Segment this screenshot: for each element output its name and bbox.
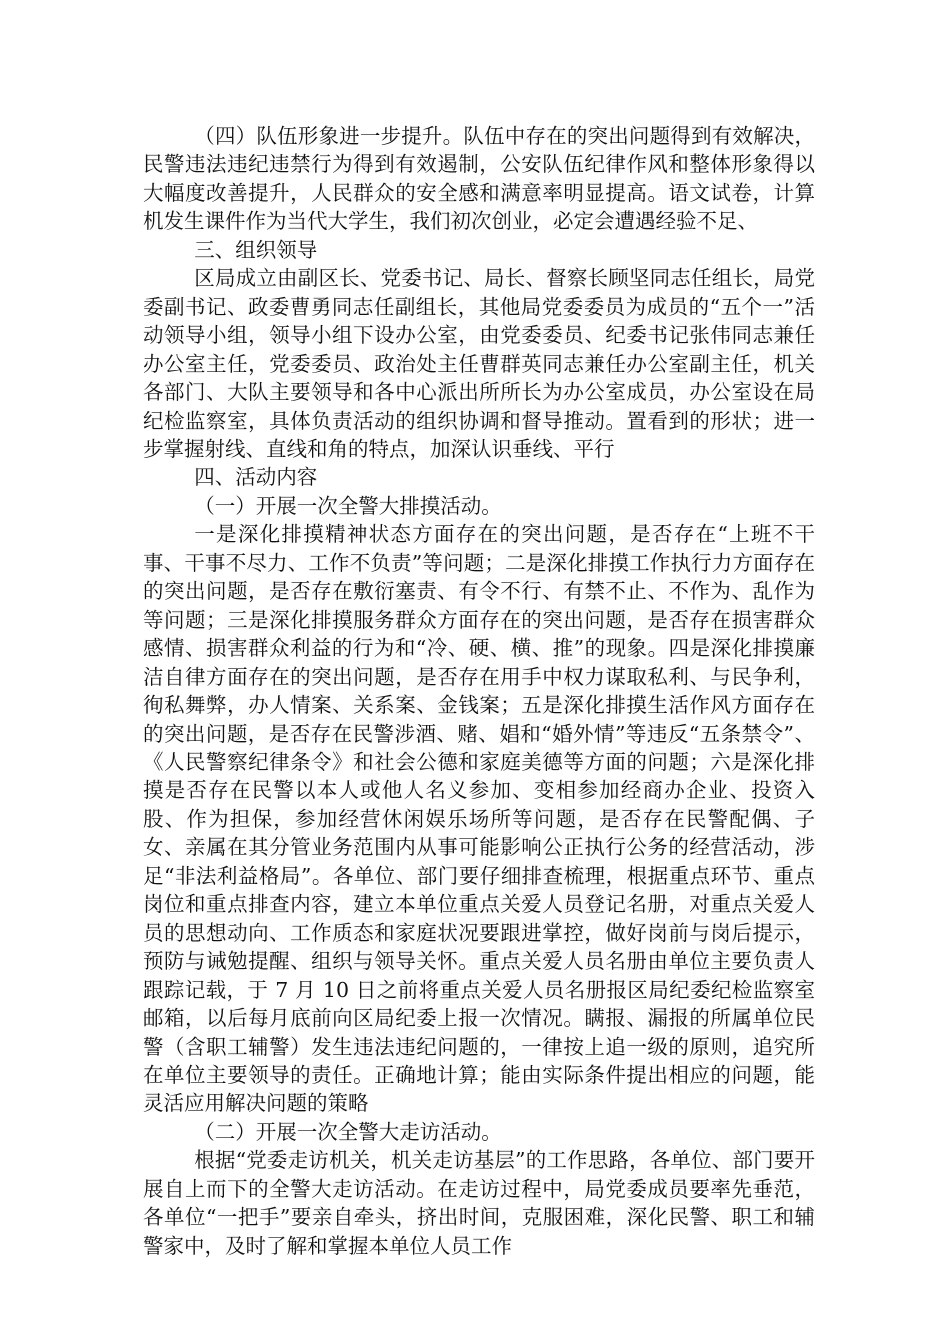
heading-organization-leadership: 三、组织领导	[194, 237, 318, 262]
paragraph-leadership-group: 区局成立由副区长、党委书记、局长、督察长顾坚同志任组长，局党委副书记、政委曹勇同志任副组长，其他局党委委员为成员的“五个一”活动领导小组，领导小组下设办公室，由党委委员、纪委书记张伟同志兼任办公室主任，党委委员、政治处主任曹群英同志兼任办公室副主任，机关各部门、大队主要领导和各中心派出所所长为办公室成员，办公室设在局纪检监察室，具体负责活动的组织协调和督导推动。置看到的形状；进一步掌握射线、直线和角的特点，加深认识垂线、平行	[143, 266, 815, 461]
paragraph-investigation-details: 一是深化排摸精神状态方面存在的突出问题，是否存在“上班不干事、干事不尽力、工作不负责”等问题；二是深化排摸工作执行力方面存在的突出问题，是否存在敷衍塞责、有令不行、有禁不止、不作为、乱作为等问题；三是深化排摸服务群众方面存在的突出问题，是否存在损害群众感情、损害群众利益的行为和“冷、硬、横、推”的现象。四是深化排摸廉洁自律方面存在的突出问题，是否存在用手中权力谋取私利、与民争利，徇私舞弊，办人情案、关系案、金钱案；五是深化排摸生活作风方面存在的突出问题，是否存在民警涉酒、赌、娼和“婚外情”等违反“五条禁令”、《人民警察纪律条令》和社会公德和家庭美德等方面的问题；六是深化排摸是否存在民警以本人或他人名义参加、变相参加经商办企业、投资入股、作为担保，参加经营休闲娱乐场所等问题，是否存在民警配偶、子女、亲属在其分管业务范围内从事可能影响公正执行公务的经营活动，涉足“非法利益格局”。各单位、部门要仔细排查梳理，根据重点环节、重点岗位和重点排查内容，建立本单位重点关爱人员登记名册，对重点关爱人员的思想动向、工作质态和家庭状况要跟进掌控，做好岗前与岗后提示，预防与诫勉提醒、组织与领导关怀。重点关爱人员名册由单位主要负责人跟踪记载，于 7 月 10 日之前将重点关爱人员名册报区局纪委纪检监察室邮箱，以后每月底前向区局纪委上报一次情况。瞒报、漏报的所属单位民警（含职工辅警）发生违法违纪问题的，一律按上追一级的原则，追究所在单位主要领导的责任。正确地计算；能由实际条件提出相应的问题，能灵活应用解决问题的策略	[143, 522, 815, 1116]
paragraph-team-image: （四）队伍形象进一步提升。队伍中存在的突出问题得到有效解决，民警违法违纪违禁行为得到有效遏制，公安队伍纪律作风和整体形象得以大幅度改善提升，人民群众的安全感和满意率明显提高。语文试卷，计算机发生课件作为当代大学生，我们初次创业，必定会遭遇经验不足、	[143, 124, 815, 234]
heading-activity-content: 四、活动内容	[194, 465, 318, 490]
subheading-investigation: （一）开展一次全警大排摸活动。	[194, 493, 502, 518]
paragraph-visits-details: 根据“党委走访机关，机关走访基层”的工作思路，各单位、部门要开展自上而下的全警大走访活动。在走访过程中，局党委成员要率先垂范，各单位“一把手”要亲自牵头，挤出时间，克服困难，深化民警、职工和辅警家中，及时了解和掌握本单位人员工作	[143, 1148, 815, 1258]
subheading-visits: （二）开展一次全警大走访活动。	[194, 1119, 502, 1144]
document-body	[143, 122, 815, 1260]
